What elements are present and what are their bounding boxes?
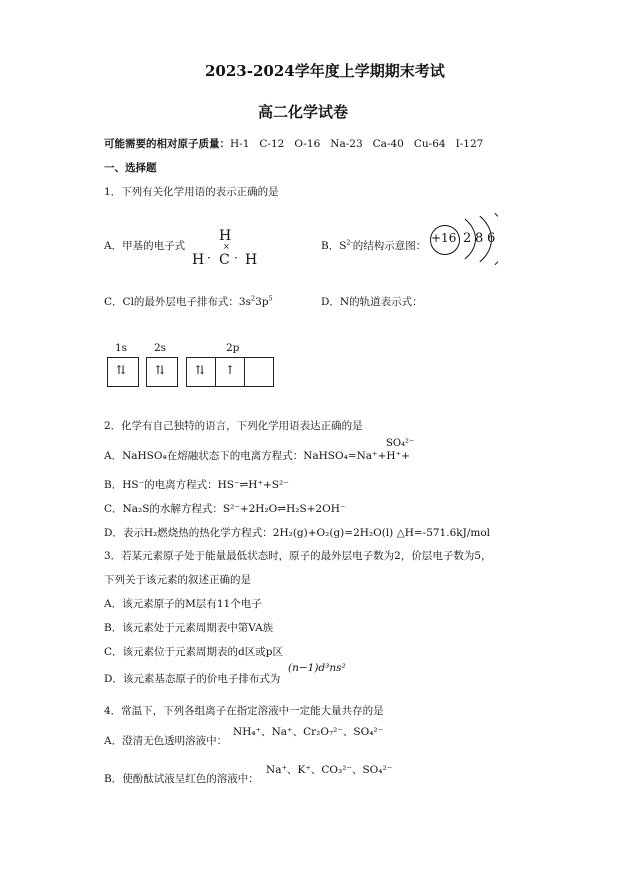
- q2-option-d: D．表示H₂燃烧热的热化学方程式：2H₂(g)+O₂(g)=2H₂O(l) △H=-571.6kJ/mol: [104, 527, 490, 539]
- orbital-box-2s: [146, 357, 178, 387]
- methyl-h-top: H: [219, 228, 232, 244]
- orbital-divider-2: [244, 358, 245, 386]
- q1-b-text2: 的结构示意图：: [352, 240, 427, 252]
- page-subtitle: 高二化学试卷: [258, 103, 349, 121]
- q4-option-b: B．使酚酞试液呈红色的溶液中：: [104, 773, 259, 785]
- q1-c-text: C．Cl的最外层电子排布式：3s: [104, 296, 251, 308]
- q4-option-a-ions: NH₄⁺、Na⁺、Cr₂O₇²⁻、SO₄²⁻: [233, 726, 384, 738]
- methyl-dot-left: ·: [207, 251, 211, 265]
- q3-option-b: B．该元素处于元素周期表中第VA族: [104, 622, 274, 634]
- q3-option-d: D．该元素基态原子的价电子排布式为: [104, 673, 281, 685]
- q1-option-b: [321, 238, 426, 253]
- shell-electrons-3: 6: [487, 231, 496, 246]
- q1-b-text: B．S: [321, 240, 347, 252]
- orbital-arrows-2p-2: ↑: [225, 363, 236, 377]
- sulfur-ion-diagram: [428, 206, 498, 270]
- q2-option-a: A．NaHSO₄在熔融状态下的电离方程式：NaHSO₄=Na⁺+H⁺+: [104, 450, 410, 462]
- q4-option-a: A．澄清无色透明溶液中：: [104, 735, 228, 747]
- orbital-box-1s: [107, 357, 139, 387]
- orbital-label-2p: 2p: [226, 342, 240, 354]
- q3-stem-line2: 下列关于该元素的叙述正确的是: [104, 574, 251, 586]
- methyl-dot-right: ·: [234, 251, 238, 265]
- orbital-arrows-1s: ⇅: [116, 363, 127, 377]
- q1-c-sup1: 2: [251, 294, 256, 303]
- orbital-label-2s: 2s: [154, 342, 167, 354]
- section-heading: 一、选择题: [104, 162, 157, 174]
- q1-c-sup2: 5: [268, 294, 273, 303]
- atomic-masses-label: 可能需要的相对原子质量：: [104, 138, 230, 150]
- q1-option-a: A．甲基的电子式: [104, 240, 186, 252]
- orbital-box-2p: [186, 357, 274, 387]
- atomic-masses: [104, 136, 483, 151]
- q2-stem: 2．化学有自己独特的语言，下列化学用语表达正确的是: [104, 420, 363, 432]
- q4-option-b-ions: Na⁺、K⁺、CO₃²⁻、SO₄²⁻: [266, 764, 393, 776]
- nucleus-charge: +16: [431, 231, 457, 245]
- shell-electrons-1: 2: [463, 231, 472, 246]
- methyl-c: C: [219, 252, 230, 268]
- orbital-label-1s: 1s: [115, 342, 128, 354]
- q3-option-c: C．该元素位于元素周期表的d区或p区: [104, 646, 283, 658]
- orbital-divider-1: [215, 358, 216, 386]
- methyl-dot-top: ×: [223, 242, 230, 251]
- q1-c-text2: 3p: [255, 296, 269, 308]
- orbital-arrows-2p-1: ⇅: [195, 363, 206, 377]
- orbital-arrows-2s: ⇅: [155, 363, 166, 377]
- q1-stem: 1．下列有关化学用语的表示正确的是: [104, 186, 279, 198]
- q2-option-c: C．Na₂S的水解方程式：S²⁻+2H₂O⇌H₂S+2OH⁻: [104, 503, 346, 515]
- q1-option-d: D．N的轨道表示式：: [321, 296, 423, 308]
- q3-option-a: A．该元素原子的M层有11个电子: [104, 598, 262, 610]
- atomic-masses-values: H-1 C-12 O-16 Na-23 Ca-40 Cu-64 I-127: [230, 138, 484, 150]
- q3-stem-line1: 3．若某元素原子处于能量最低状态时，原子的最外层电子数为2，价层电子数为5，: [104, 550, 492, 562]
- q1-option-c: [104, 294, 273, 309]
- q4-stem: 4．常温下，下列各组离子在指定溶液中一定能大量共存的是: [104, 705, 384, 717]
- q2-option-b: B．HS⁻的电离方程式：HS⁻⇌H⁺+S²⁻: [104, 479, 289, 491]
- methyl-h-left: H: [192, 252, 205, 268]
- q1-b-charge: 2-: [346, 238, 353, 247]
- methyl-h-right: H: [245, 252, 258, 268]
- page-title: 2023-2024学年度上学期期末考试: [205, 62, 445, 80]
- shell-electrons-2: 8: [475, 231, 484, 246]
- methyl-electron-formula: [190, 228, 262, 272]
- q2-option-a-ion: SO₄²⁻: [386, 438, 415, 449]
- q3-option-d-formula: (n−1)d³ns²: [288, 662, 346, 674]
